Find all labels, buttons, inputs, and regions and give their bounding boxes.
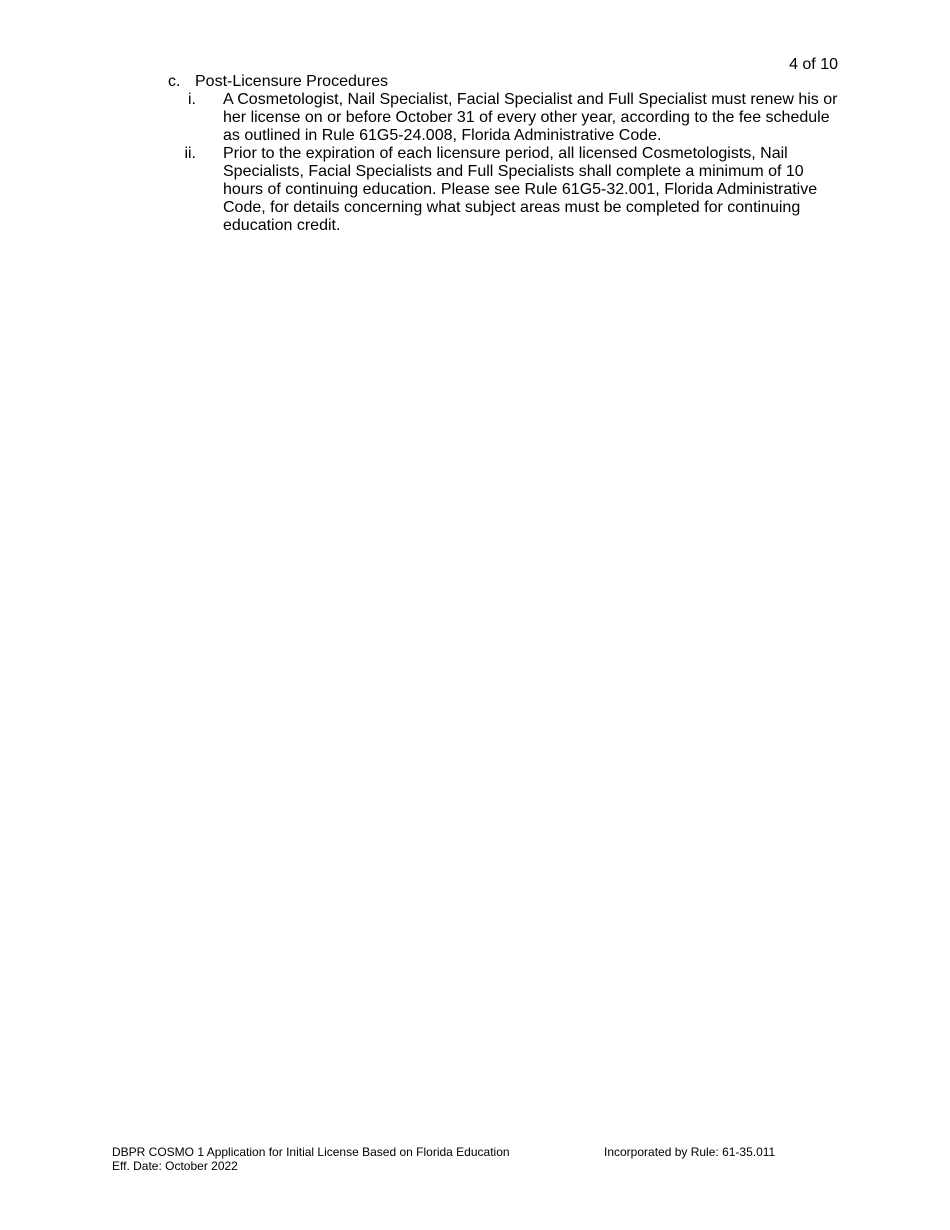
page-footer xyxy=(112,1145,832,1173)
section-heading xyxy=(168,73,848,91)
footer-rule: Incorporated by Rule: 61-35.011 xyxy=(604,1145,776,1159)
post-licensure-section xyxy=(168,73,848,235)
procedure-list xyxy=(168,91,848,235)
footer-row xyxy=(112,1145,832,1159)
list-item-text: A Cosmetologist, Nail Specialist, Facial Specialist and Full Specialist must renew his or her license on or before October 31 of every other year, according to the fee schedule as outlined in Rule 61G5-24.008, Florida Administrative Code. xyxy=(223,91,838,144)
section-heading-text: Post-Licensure Procedures xyxy=(195,73,388,90)
list-item-marker: i. xyxy=(188,91,196,108)
list-item xyxy=(168,91,848,145)
list-item xyxy=(168,145,848,235)
footer-effective-date: Eff. Date: October 2022 xyxy=(112,1159,238,1173)
page-number: 4 of 10 xyxy=(789,56,838,73)
footer-form-title: DBPR COSMO 1 Application for Initial License Based on Florida Education xyxy=(112,1145,510,1159)
section-marker: c. xyxy=(168,73,181,90)
list-item-text: Prior to the expiration of each licensure period, all licensed Cosmetologists, Nail Specialists, Facial Specialists and Full Specialists shall complete a minimum of 10 hours of continuing education. Please see Rule 61G5-32.001, Florida Administrative Code, for details concerning what subject areas must be completed for continuing education credit. xyxy=(223,145,818,234)
list-item-marker: ii. xyxy=(184,145,196,162)
